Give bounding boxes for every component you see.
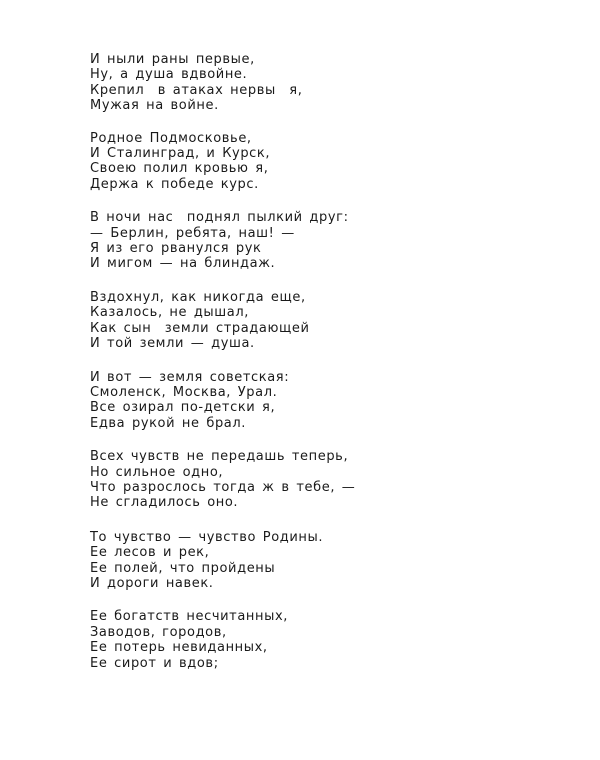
poem-line: Своею полил кровью я, <box>90 161 269 177</box>
poem-line: Ее лесов и рек, <box>90 545 210 561</box>
poem-line: — Берлин, ребята, наш! — <box>90 225 295 241</box>
stanza-1 <box>90 52 550 114</box>
poem-line: И той земли — душа. <box>90 336 255 352</box>
poem-line: Крепил в атаках нервы я, <box>90 82 303 98</box>
poem-line: И дороги навек. <box>90 575 214 591</box>
poem-line: Ну, а душа вдвойне. <box>90 67 248 83</box>
poem-line: Едва рукой не брал. <box>90 415 247 431</box>
poem-line: То чувство — чувство Родины. <box>90 529 324 545</box>
stanza-6 <box>90 449 550 511</box>
poem-line: Ее богатств несчитанных, <box>90 609 289 625</box>
poem-line: И Сталинград, и Курск, <box>90 146 271 162</box>
stanza-5 <box>90 370 550 432</box>
poem-line: Родное Подмосковье, <box>90 130 252 146</box>
stanza-8 <box>90 609 550 671</box>
poem-line: Ее полей, что пройдены <box>90 560 276 576</box>
poem-line: Не сгладилось оно. <box>90 495 239 511</box>
poem-line: Ее сирот и вдов; <box>90 655 219 671</box>
poem-line: И ныли раны первые, <box>90 52 255 67</box>
poem-line: Ее потерь невиданных, <box>90 640 268 656</box>
poem-line: В ночи нас поднял пылкий друг: <box>90 210 349 226</box>
poem-line: Что разрослось тогда ж в тебе, — <box>90 479 356 495</box>
stanza-4 <box>90 290 550 352</box>
poem-line: Все озирал по-детски я, <box>90 400 276 416</box>
poem <box>90 52 550 689</box>
poem-line: Смоленск, Москва, Урал. <box>90 384 278 400</box>
stanza-2 <box>90 131 550 193</box>
poem-line: Мужая на войне. <box>90 98 219 114</box>
poem-line: Вздохнул, как никогда еще, <box>90 289 306 305</box>
poem-line: Казалось, не дышал, <box>90 305 249 321</box>
poem-line: И вот — земля советская: <box>90 369 290 385</box>
poem-line: Заводов, городов, <box>90 624 227 640</box>
poem-line: Я из его рванулся рук <box>90 241 262 257</box>
poem-line: И мигом — на блиндаж. <box>90 256 276 272</box>
poem-line: Всех чувств не передашь теперь, <box>90 449 349 465</box>
poem-line: Но сильное одно, <box>90 464 224 480</box>
stanza-7 <box>90 530 550 592</box>
stanza-3 <box>90 210 550 272</box>
poem-line: Как сын земли страдающей <box>90 320 310 336</box>
poem-line: Держа к победе курс. <box>90 176 259 192</box>
